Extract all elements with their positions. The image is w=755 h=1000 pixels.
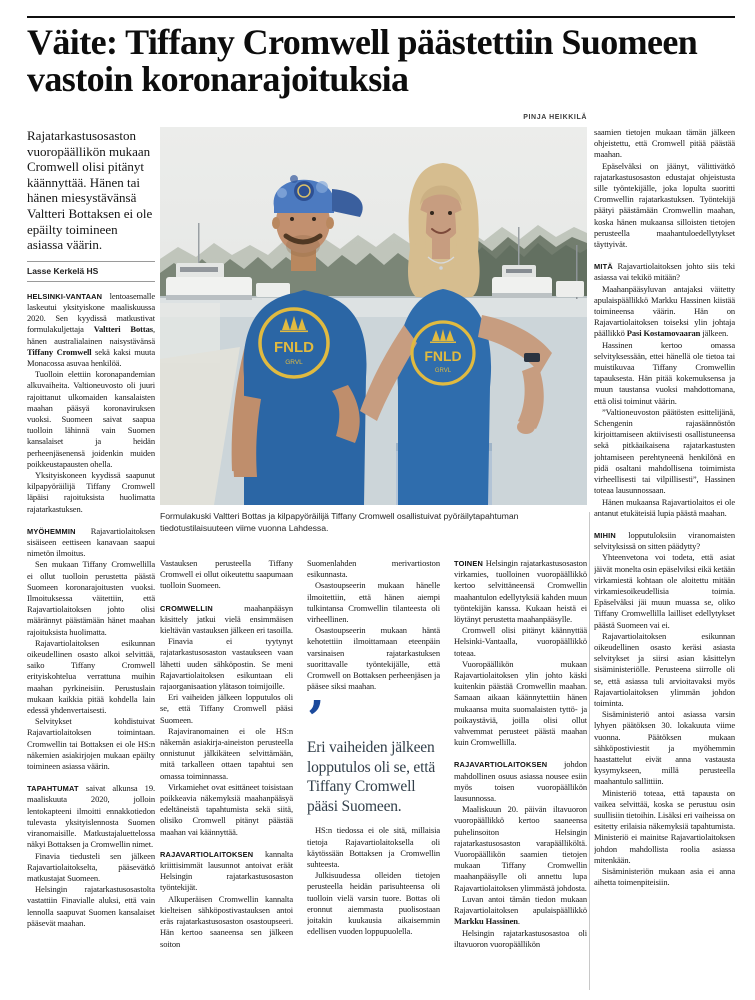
logo-text-grvl: GRVL <box>285 359 303 366</box>
column-4 <box>454 558 587 992</box>
article-paragraph: Maaliskuun 20. päivän iltavuoron vuoropäällikkö kertoo saaneensa puhelinsoiton Helsingin rajatarkastusosaston varapäälliköltä. Vuoropäällikön saamien tietojen mukaan Tiffany Cromwellin maahanpääsylle oli annettu lupa Rajavartiolaitoksen ylimmästä johdosta. <box>454 804 587 893</box>
standfirst: Rajatarkastusosaston vuoropäällikön mukaan Cromwell olisi pitänyt käännyttää. Hänen tai hänen miesystävänsä Valtteri Bottaksen ei ole epäilty toimineen asiassa väärin. <box>27 128 153 253</box>
article-paragraph: MYÖHEMMIN Rajavartiolaitoksen sisäiseen eettiseen kanavaan saapui nimetön ilmoitus. <box>27 525 155 559</box>
photo-credit: PINJA HEIKKILÄ <box>523 114 587 121</box>
article-paragraph: saamien tietojen mukaan tämän jälkeen ohjeistettu, että Cromwell pitää päästää maahan. <box>594 127 735 160</box>
article-paragraph: Selvitykset kohdistuivat Rajavartiolaitoksen toimintaan. Cromwellin tai Bottaksen ei ole HS:n näkemien asiakirjojen mukaan epäilty toimineen asiassa väärin. <box>27 716 155 772</box>
article-paragraph: Maahanpääsyluvan antajaksi väitetty apulaispäällikkö Markku Hassinen kiistää toimineensa väärin. Hän on Rajavartiolaitoksen toiseksi ylin johtaja päällikkö Pasi Kostamovaaran jälkeen. <box>594 283 735 339</box>
article-paragraph: Osastoupseerin mukaan hänelle ilmoitettiin, että hänen aiempi tulkintansa Cromwellin tilanteesta oli virheellinen. <box>307 580 440 625</box>
article-paragraph: Vastauksen perusteella Tiffany Cromwell ei ollut oikeutettu saapumaan tuolloin Suomeen. <box>160 558 293 591</box>
pull-quote <box>307 689 440 816</box>
article-paragraph: Sisäministeriön mukaan asia ei anna aihetta toimenpiteisiin. <box>594 866 735 888</box>
paragraph-leadin: TOINEN <box>454 559 486 568</box>
article-paragraph: Virkamiehet ovat esittäneet toisistaan poikkeavia näkemyksiä maahanpääsyä edeltäneistä tapahtumista sekä siitä, olisiko Cromwell pitänyt päästää maahan vai käännyttää. <box>160 781 293 837</box>
article-paragraph: Alkuperäisen Cromwellin kannalta kielteisen sähköpostivastauksen antoi eräs rajatarkastusosaston osastoupseeri. Hän kertoo saaneensa sen jälkeen soiton <box>160 893 293 949</box>
article-paragraph: Tuolloin elettiin koronapandemian alkuvaiheita. Valtioneuvosto oli juuri rajoittanut ulkomaiden kansalaisten maahan pääsyä koronaviruksen vuoksi. Suomeen saivat saapua tuolloin lähinnä vain Suomen kansalaiset ja heidän perheenjäsenensä joidenkin muiden poikkeustapausten ohella. <box>27 369 155 469</box>
article-photo <box>160 127 587 505</box>
article-paragraph: Osastoupseerin mukaan häntä kehotettiin ilmoittamaan eteenpäin varsinaisen rajatarkastuksen suorittavalle työntekijälle, että Cromwell on Bottaksen perheenjäsen ja pääsee siksi maahan. <box>307 625 440 692</box>
article-paragraph: TAPAHTUMAT saivat alkunsa 19. maaliskuuta 2020, jolloin lentokapteeni ilmoitti ennakkotiedon tulevasta yksityislennosta Suomen viranomaisille. Matkustajaluettelossa näkyi Bottaksen ja Cromwellin nimet. <box>27 783 155 850</box>
article-paragraph: Finavia ei tyytynyt rajatarkastusosaston vastaukseen vaan lähetti uuden sähköpostin. Se meni Rajavartiolaitoksen esikuntaan eli rajaorganisaation ylätason toimijoille. <box>160 636 293 692</box>
paragraph-leadin: RAJAVARTIOLAITOKSEN <box>160 849 265 859</box>
watch <box>524 353 540 362</box>
paragraph-leadin: MYÖHEMMIN <box>27 526 91 536</box>
photo-caption: Formulakuski Valtteri Bottas ja kilpapyöräilijä Tiffany Cromwell osallistuivat pyöräilytapahtuman tiedotustilaisuuteen viime vuonna Lahdessa. <box>160 511 519 533</box>
paragraph-leadin: MITÄ <box>594 262 618 272</box>
article-paragraph: Rajavartiolaitoksen esikunnan oikeudellinen osasto keräsi asiasta selvitykset ja siirsi asian käsittelyn sisäministeriölle. Perusteena siirrolle oli se, että asiassa tuli arvioitavaksi myös Rajavartiolaitoksen ylimmän johdon toiminta. <box>594 630 735 708</box>
top-rule <box>27 16 735 18</box>
article-paragraph: Cromwell olisi pitänyt käännyttää Helsinki-Vantaalla, vuoropäällikkö toteaa. <box>454 625 587 658</box>
article-paragraph: Suomenlahden merivartioston esikunnasta. <box>307 558 440 580</box>
article-paragraph: Sisäministeriö antoi asiassa varsin lyhyen päätöksen 30. lokakuuta viime vuonna. Päätöksen mukaan sähköpostiviestit ja myöhemmin haastattelut eivät anna vastausta kysymykseen, millä perusteella maahantulo sallittiin. <box>594 709 735 787</box>
article-paragraph: Vuoropäällikön mukaan Rajavartiolaitoksen ylin johto käski kuitenkin päästää Cromwellin maahan. Samaan aikaan käännytettiin hänen mukaansa muita suomalaisten tyttö- ja poikaystäviä, joilla olisi ollut vahvemmat perusteet päästä maahan kuin Cromwellilla. <box>454 658 587 748</box>
article-paragraph: Ministeriö toteaa, että tapausta on vaikea selvittää, koska se perustuu osin suullisiin tietoihin. Lisäksi eri vaiheissa on esitetty erilaisia näkemyksiä tapahtumista. Ministeriö ei mainitse Rajavartiolaitoksen johdon mahdollista roolia asiassa mitenkään. <box>594 787 735 865</box>
article-paragraph: Julkisuudessa olleiden tietojen perusteella heidän parisuhteensa oli tuolloin vielä varsin tuore. Bottas oli eronnut aiemmasta puolisostaan joitakin kuukausia aikaisemmin edellisen vuoden loppupuolella. <box>307 870 440 937</box>
article-headline: Väite: Tiffany Cromwell päästettiin Suomeen vastoin koronarajoituksia <box>27 22 698 100</box>
article-paragraph: Hassinen kertoo omassa selvityksessään, ettei hänellä ole tietoa tai muistikuvaa Tiffany Cromwellin tapauksesta. Hän pitää kokemuksensa ja muun taustansa vuoksi mahdottomana, että olisi toiminut väärin. <box>594 339 735 406</box>
article-paragraph: MITÄ Rajavartiolaitoksen johto siis teki asiassa vai tekikö mitään? <box>594 261 735 283</box>
article-paragraph: HELSINKI-VANTAAN lentoasemalle laskeutui yksityiskone maaliskuussa 2020. Sen kyydissä matkustivat formulakuljettaja Valtteri Bottas, hänen australialainen naisystävänsä Tiffany Cromwell sekä kaksi muuta Monacossa asuvaa henkilöä. <box>27 290 155 368</box>
column-1 <box>27 128 155 992</box>
middle-columns <box>160 558 587 992</box>
article-paragraph: Rajavartiolaitoksen esikunnan oikeudellinen osasto alkoi selvittää, saiko Tiffany Cromwell erityiskohtelua verrattuna muihin maahan pyrkineisiin. Perustuslain mukaan kaikkia pitää kohdella lain edessä yhdenvertaisesti. <box>27 637 155 716</box>
article-paragraph: Rajaviranomainen ei ole HS:n näkemän asiakirja-aineiston perusteella onnistunut jälkikäteen selvittämään, mitä tarkalleen ottaen tapahtui sen omassa toiminnassa. <box>160 725 293 781</box>
logo-text-grvl: GRVL <box>434 368 452 374</box>
column-2 <box>160 558 293 992</box>
photo-illustration <box>160 127 587 505</box>
pull-quote-text: Eri vaiheiden jälkeen lopputulos oli se, että Tiffany Cromwell pääsi Suomeen. <box>307 739 435 815</box>
paragraph-leadin: TAPAHTUMAT <box>27 784 86 794</box>
article-paragraph: CROMWELLIN maahanpääsyn käsittely jatkui vielä ensimmäisen kieltävän vastauksen jälkeen eri tasoilla. <box>160 602 293 636</box>
article-paragraph: RAJAVARTIOLAITOKSEN johdon mahdollinen osuus asiassa nousee esiin myös toisen vuoropäällikön lausunnossa. <box>454 759 587 804</box>
paragraph-leadin: CROMWELLIN <box>160 603 245 613</box>
paragraph-leadin: MIHIN <box>594 530 629 540</box>
article-paragraph: Yksityiskoneen kyydissä saapunut kilpapyöräilijä Tiffany Cromwell läpäisi rajoituksista huolimatta rajatarkastuksen. <box>27 470 155 514</box>
article-paragraph: Finavia tiedusteli sen jälkeen Rajavartiolaitokselta, pääsevätkö matkustajat Suomeen. <box>27 850 155 883</box>
column-1-body <box>27 291 155 929</box>
paragraph-leadin: RAJAVARTIOLAITOKSEN <box>454 760 564 770</box>
quote-mark-icon: ’ <box>307 689 325 749</box>
article-paragraph: MIHIN lopputuloksiin viranomaisten selvityksissä on sitten päädytty? <box>594 529 735 552</box>
article-paragraph: Eri vaiheiden jälkeen lopputulos oli se, että Tiffany Cromwell pääsi Suomeen. <box>160 692 293 725</box>
article-paragraph: Helsingin rajatarkastusosastoa oli iltavuoron vuoropäällikön <box>454 927 587 949</box>
article-paragraph: HS:n tiedossa ei ole sitä, millaisia tietoja Rajavartiolaitoksella oli käytössään Bottaksen ja Cromwellin suhteesta. <box>307 825 440 870</box>
article-paragraph: Sen mukaan Tiffany Cromwellilla ei ollut tuolloin perustetta päästä Suomeen koronarajoitusten vuoksi. Ilmoituksessa väitettiin, että Rajavartiolaitoksen johto olisi määrännyt päästämään hänet maahan rajoituksista huolimatta. <box>27 559 155 637</box>
logo-text-fnld: FNLD <box>274 339 314 356</box>
article-paragraph: Helsingin rajatarkastusosastolta vastattiin Finavialle aluksi, että vain lennolla saapuvat Suomen kansalaiset pääsevät maahan. <box>27 884 155 928</box>
article-paragraph: RAJAVARTIOLAITOKSEN kannalta kriittisimmät lausunnot antoivat eräät Helsingin rajatarkastusosaston työntekijät. <box>160 848 293 893</box>
column-5 <box>594 127 735 993</box>
byline: Lasse Kerkelä HS <box>27 261 155 282</box>
logo-text-fnld: FNLD <box>424 348 462 364</box>
column-3 <box>307 558 440 992</box>
column-divider-rule <box>589 512 590 990</box>
article-paragraph: Hänen mukaansa Rajavartiolaitos ei ole antanut etukäteisiä lupia päästä maahan. <box>594 496 735 518</box>
article-paragraph: ”Valtioneuvoston päätösten esittelijänä, Schengenin rajasäännöstön kirjoittamiseen aktiivisesti osallistuneensa sekä pitkäaikaisena rajatarkastusten johtamiseen perehtyneenä henkilönä en pidä osaltani mahdollisena toimimista virheellisesti tai vilpillisesti”, Hassinen toteaa lausunnossaan. <box>594 406 735 496</box>
paragraph-leadin: HELSINKI-VANTAAN <box>27 291 110 301</box>
article-paragraph: Yhteenvetona voi todeta, että asiat jäivät monelta osin epäselviksi eikä ketään virkamiestä kohtaan ole aloitettu mitään virkamiesoikeudellisia toimia. Epäselväksi jäi muun muassa se, oliko Tiffany Cromwellilla lailliset edellytykset päästä Suomeen vai ei. <box>594 552 735 630</box>
article-paragraph: Epäselväksi on jäänyt, välittivätkö rajatarkastusosaston edustajat ohjeistusta sille työntekijälle, joka lopulta suoritti Cromwellin rajatarkastuksen. Työntekijä päätyi päästämään Cromwellin maahan, koska hänen mukaansa silloisten tietojen perusteella maahantuloedellytykset täyttyivät. <box>594 160 735 250</box>
article-paragraph: TOINEN Helsingin rajatarkastusosaston virkamies, tuolloinen vuoropäällikkö kertoo selvittäneensä Cromwellin maahantulon edellytyksiä kahden muun työntekijän kanssa. Kukaan heistä ei löytänyt perustetta maahanpääsylle. <box>454 558 587 625</box>
article-paragraph: Luvan antoi tämän tiedon mukaan Rajavartiolaitoksen apulaispäällikkö Markku Hassinen. <box>454 893 587 927</box>
